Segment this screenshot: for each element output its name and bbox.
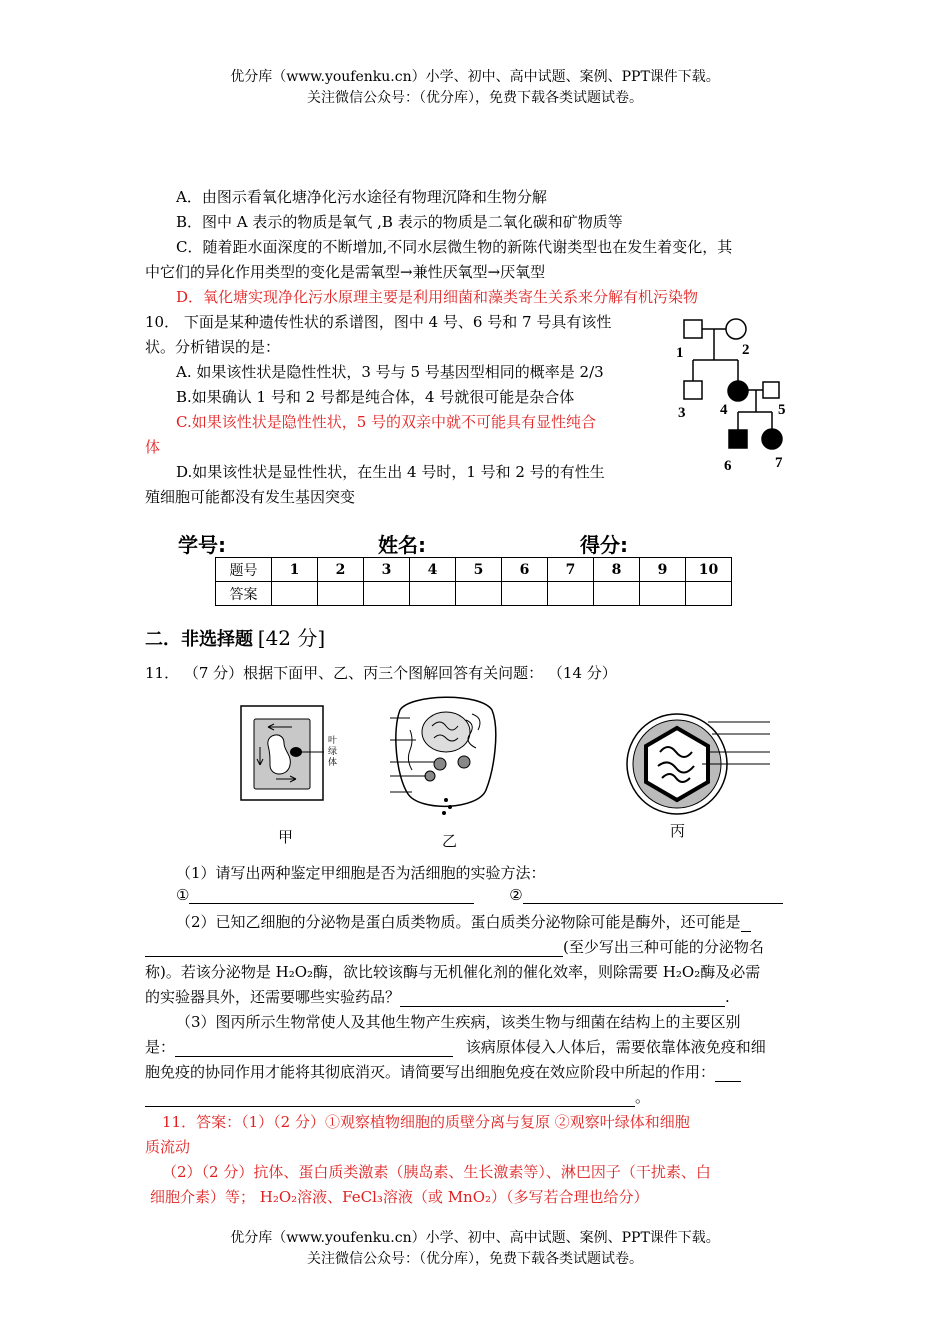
- q11-part1: （1）请写出两种鉴定甲细胞是否为活细胞的实验方法：: [176, 864, 546, 882]
- answer-table-number: 9: [640, 558, 686, 582]
- answer-cell[interactable]: [594, 582, 640, 606]
- pedigree-label-5: 5: [778, 402, 786, 418]
- answer-cell[interactable]: [364, 582, 410, 606]
- q11-part3-line3: [145, 1061, 741, 1082]
- figure-label-yi: 乙: [442, 832, 458, 850]
- q11-part2-line2: [145, 936, 764, 957]
- q10-option-c-line1: C.如果该性状是隐性性状，5 号的双亲中就不可能具有显性纯合: [176, 413, 597, 431]
- figure-yi-animal-cell: [390, 690, 502, 820]
- answer-table-number: 3: [364, 558, 410, 582]
- answer-table-head: 题号: [216, 558, 272, 582]
- q10-stem-line2: 状。分析错误的是：: [145, 338, 281, 356]
- figure-label-bing: 丙: [670, 822, 686, 840]
- figure-label-jia: 甲: [278, 828, 294, 846]
- answer-blank[interactable]: [145, 1092, 635, 1107]
- answer-table-number: 4: [410, 558, 456, 582]
- q11-part3-line1: （3）图丙所示生物常使人及其他生物产生疾病，该类生物与细菌在结构上的主要区别: [176, 1013, 741, 1031]
- q9-option-a: A．由图示看氧化塘净化污水途径有物理沉降和生物分解: [176, 188, 547, 206]
- pedigree-label-1: 1: [676, 345, 684, 361]
- section2-heading: [145, 622, 325, 651]
- answer-table-answer-head: 答案: [216, 582, 272, 606]
- answer-cell[interactable]: [272, 582, 318, 606]
- answer-table-number: 10: [686, 558, 732, 582]
- q11-part2-text1: （2）已知乙细胞的分泌物是蛋白质类物质。蛋白质类分泌物除可能是酶外，还可能是: [176, 913, 741, 931]
- q11-answer-line2b: 细胞介素）等； H₂O₂溶液、FeCl₃溶液（或 MnO₂）（多写若合理也给分）: [150, 1188, 649, 1206]
- q11-part2-line4: 的实验器具外，还需要哪些实验药品？ .: [145, 988, 730, 1006]
- q10-option-d-line2: 殖细胞可能都没有发生基因突变: [145, 488, 356, 506]
- pedigree-female-4: [728, 381, 748, 401]
- answer-table-number: 8: [594, 558, 640, 582]
- q9-option-c-line2: 中它们的异化作用类型的变化是需氧型→兼性厌氧型→厌氧型: [145, 263, 546, 281]
- chloroplast-label-char: 绿: [328, 747, 338, 757]
- pedigree-male-3: [684, 381, 702, 399]
- answer-table-row-answers: [216, 582, 732, 606]
- chloroplast-label-char: 叶: [328, 736, 338, 746]
- q11-stem: 11． （7 分）根据下面甲、乙、丙三个图解回答有关问题： （14 分）: [145, 664, 617, 682]
- answer-table-number: 7: [548, 558, 594, 582]
- header-line-2: 关注微信公众号：（优分库），免费下载各类试题试卷。: [307, 90, 643, 106]
- chloroplast-label-char: 体: [328, 758, 338, 768]
- answer-cell[interactable]: [318, 582, 364, 606]
- q9-option-c-line1: C．随着距水面深度的不断增加,不同水层微生物的新陈代谢类型也在发生着变化，其: [176, 238, 733, 256]
- answer-blank[interactable]: [741, 917, 751, 932]
- score-label: 得分:: [580, 533, 628, 557]
- q11-part3-text2a: 是：: [145, 1038, 176, 1056]
- pedigree-female-7: [762, 429, 782, 449]
- q11-part3-text3: 胞免疫的协同作用才能将其彻底消灭。请简要写出细胞免疫在效应阶段中所起的作用：: [145, 1063, 716, 1081]
- pedigree-diagram: [672, 312, 792, 482]
- q9-option-b: B．图中 A 表示的物质是氧气 ,B 表示的物质是二氧化碳和矿物质等: [176, 213, 623, 231]
- figure-jia-plant-cell: [240, 705, 358, 801]
- q11-part1-blanks: [176, 886, 783, 904]
- answer-cell[interactable]: [548, 582, 594, 606]
- answer-blank[interactable]: [189, 889, 474, 904]
- q11-part2-line1: [176, 911, 751, 932]
- q10-stem-line1: 10． 下面是某种遗传性状的系谱图，图中 4 号、6 号和 7 号具有该性: [145, 313, 612, 331]
- pedigree-female-2: [726, 319, 746, 339]
- q11-answer-line1b: 质流动: [145, 1138, 191, 1156]
- q11-part3-line2: [145, 1036, 766, 1057]
- answer-blank[interactable]: [175, 1042, 453, 1057]
- answer-cell[interactable]: [456, 582, 502, 606]
- answer-cell[interactable]: [502, 582, 548, 606]
- q9-option-d: D．氧化塘实现净化污水原理主要是利用细菌和藻类寄生关系来分解有机污染物: [176, 288, 699, 306]
- pedigree-label-3: 3: [678, 405, 686, 421]
- q11-part1-marker-b: ②: [509, 886, 523, 904]
- figure-bing-virus: [612, 712, 772, 816]
- q10-option-a: A. 如果该性状是隐性性状，3 号与 5 号基因型相同的概率是 2/3: [176, 363, 604, 381]
- answer-blank[interactable]: [145, 942, 563, 957]
- pedigree-label-2: 2: [742, 342, 750, 358]
- q10-option-b: B.如果确认 1 号和 2 号都是纯合体，4 号就很可能是杂合体: [176, 388, 575, 406]
- pedigree-male-6: [729, 430, 747, 448]
- answer-table-row-numbers: [216, 558, 732, 582]
- q11-answer-line2: （2）（2 分）抗体、蛋白质类激素（胰岛素、生长激素等）、淋巴因子（干扰素、白: [162, 1163, 711, 1181]
- q11-part2-text4: 的实验器具外，还需要哪些实验药品？: [145, 988, 401, 1006]
- answer-table-number: 2: [318, 558, 364, 582]
- q11-part2-text2: (至少写出三种可能的分泌物名: [563, 938, 764, 956]
- q10-option-d-line1: D.如果该性状是显性性状，在生出 4 号时，1 号和 2 号的有性生: [176, 463, 605, 481]
- pedigree-label-4: 4: [720, 402, 728, 418]
- pedigree-label-6: 6: [724, 458, 732, 474]
- q11-part3-line4: 。: [145, 1086, 650, 1107]
- header-line-1: 优分库（www.youfenku.cn）小学、初中、高中试题、案例、PPT课件下载。: [230, 69, 720, 85]
- pedigree-label-7: 7: [775, 455, 783, 471]
- answer-cell[interactable]: [686, 582, 732, 606]
- answer-blank[interactable]: [523, 889, 783, 904]
- answer-table-number: 1: [272, 558, 318, 582]
- answer-blank[interactable]: [400, 992, 725, 1007]
- q11-answer-line1: 11．答案：（1）（2 分）①观察植物细胞的质壁分离与复原 ②观察叶绿体和细胞: [162, 1113, 690, 1131]
- answer-cell[interactable]: [410, 582, 456, 606]
- q10-option-c-line2: 体: [145, 438, 161, 456]
- pedigree-male-1: [684, 320, 702, 338]
- answer-blank[interactable]: [715, 1067, 741, 1082]
- chloroplast-label: [328, 734, 337, 768]
- answer-table-number: 6: [502, 558, 548, 582]
- section2-points: [42 分]: [257, 626, 326, 650]
- answer-table: [215, 557, 732, 606]
- pedigree-male-5: [763, 382, 779, 398]
- name-label: 姓名:: [378, 533, 426, 557]
- chloroplast-shape: [290, 747, 302, 757]
- answer-cell[interactable]: [640, 582, 686, 606]
- section2-title: 二．非选择题: [145, 629, 253, 650]
- answer-table-number: 5: [456, 558, 502, 582]
- q11-part3-text2b: 该病原体侵入人体后，需要依靠体液免疫和细: [465, 1038, 766, 1056]
- q11-part2-line3: 称)。若该分泌物是 H₂O₂酶，欲比较该酶与无机催化剂的催化效率，则除需要 H₂O₂酶及必需: [145, 963, 761, 981]
- q11-part1-marker-a: ①: [176, 886, 190, 904]
- student-id-label: 学号:: [178, 533, 226, 557]
- footer-line-1: 优分库（www.youfenku.cn）小学、初中、高中试题、案例、PPT课件下载。: [230, 1230, 720, 1246]
- footer-line-2: 关注微信公众号：（优分库），免费下载各类试题试卷。: [307, 1251, 643, 1267]
